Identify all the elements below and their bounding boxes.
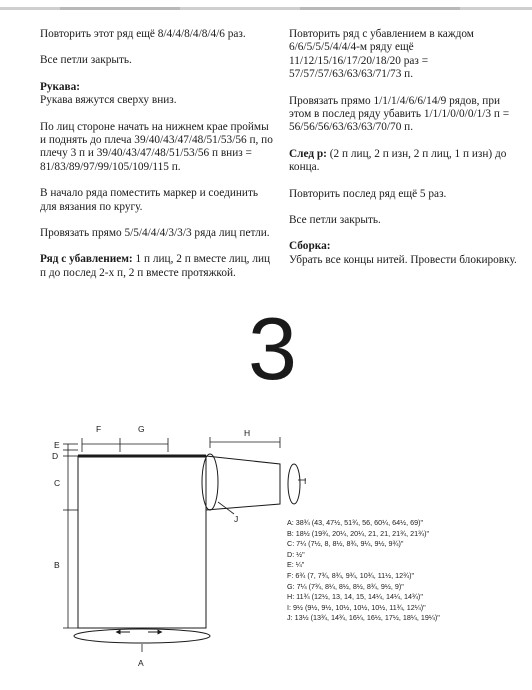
- label-j: J: [234, 514, 239, 524]
- next-row-text: (2 п лиц, 2 п изн, 2 п лиц, 1 п изн) до конца.: [289, 147, 507, 174]
- measurement-j: J: 13½ (13¾, 14¾, 16¼, 16½, 17½, 18¼, 19¼)": [287, 613, 440, 623]
- page-number: 3: [248, 299, 297, 398]
- label-b: B: [54, 560, 60, 570]
- right-text-column: [289, 28, 525, 280]
- sleeve-outline: [206, 456, 280, 510]
- bind-off-instruction: Все петли закрыть.: [40, 54, 132, 67]
- knit-straight-instruction: Провязать прямо 5/5/4/4/4/3/3/3 ряда лиц петли.: [40, 227, 270, 240]
- next-row-label: След р:: [289, 147, 327, 160]
- label-i: I: [304, 476, 307, 486]
- decrease-row-instruction: [40, 253, 276, 280]
- knit-straight-decrease-instruction: Провязать прямо 1/1/1/4/6/6/14/9 рядов, при этом в послед ряду убавить 1/1/1/0/0/0/1/3 п = 56/56/56/63/63/63/70/70 п.: [289, 94, 510, 134]
- assembly-text: Убрать все концы нитей. Провести блокировку.: [289, 253, 517, 266]
- label-e: E: [54, 440, 60, 450]
- label-f: F: [96, 424, 102, 434]
- measurement-e: E: ¼": [287, 560, 305, 570]
- measurement-f: F: 6¾ (7, 7¾, 8¾, 9¾, 10¾, 11½, 12¾)": [287, 570, 415, 580]
- body-panel: [78, 456, 206, 628]
- hem-circumference-a: [74, 629, 210, 643]
- label-h: H: [244, 428, 251, 438]
- sleeves-intro: Рукава вяжутся сверху вниз.: [40, 94, 177, 107]
- measurement-b: B: 18½ (19¾, 20¼, 20¼, 21, 21, 21¾, 21¾)": [287, 528, 430, 538]
- measurement-i: I: 9½ (9½, 9½, 10½, 10½, 10½, 11¾, 12¼)": [287, 602, 426, 612]
- sleeve-cuff-circumference-i: [288, 464, 300, 504]
- measurement-d: D: ½": [287, 549, 305, 559]
- measurement-g: G: 7¼ (7¾, 8¼, 8½, 8½, 8¾, 9½, 9)": [287, 581, 404, 591]
- assembly-section: [289, 240, 525, 267]
- measurement-c: C: 7¼ (7½, 8, 8½, 8¾, 9¼, 9½, 9¾)": [287, 539, 404, 549]
- measurement-a: A: 38¾ (43, 47½, 51¾, 56, 60¼, 64½, 69)": [287, 518, 424, 527]
- sleeves-heading: Рукава:: [40, 80, 81, 93]
- label-g: G: [138, 424, 145, 434]
- left-text-column: [40, 28, 276, 293]
- repeat-last-row-instruction: Повторить послед ряд ещё 5 раз.: [289, 187, 447, 200]
- repeat-decrease-instruction: Повторить ряд с убавлением в каждом 6/6/5/5/5/4/4/4-м ряду ещё 11/12/15/16/17/20/18/20 раз = 57/57/57/63/63/63/71/73 п.: [289, 28, 474, 81]
- measurements-list: [287, 518, 440, 624]
- assembly-heading: Сборка:: [289, 240, 331, 253]
- top-strip-graphic: [0, 7, 532, 13]
- repeat-instruction: Повторить этот ряд ещё 8/4/4/8/4/8/4/6 раз.: [40, 28, 246, 40]
- pick-up-instruction: По лиц стороне начать на нижнем крае проймы и поднять до плеча 39/40/43/47/48/51/53/56 п, по плечу 3 п и 39/40/43/47/48/51/53/56 п вниз = 81/83/89/97/99/105/109/115 п.: [40, 120, 273, 173]
- label-d: D: [52, 451, 59, 461]
- next-row-instruction: [289, 148, 525, 175]
- decrease-row-label: Ряд с убавлением:: [40, 253, 133, 266]
- measurement-h: H: 11¾ (12½, 13, 14, 15, 14¼, 14¼, 14¾)": [287, 592, 423, 602]
- sleeves-section: [40, 81, 276, 108]
- sleeve-top-circumference-j: [202, 454, 218, 510]
- marker-instruction: В начало ряда поместить маркер и соединить для вязания по кругу.: [40, 187, 259, 213]
- label-c: C: [54, 478, 61, 488]
- final-bind-off-instruction: Все петли закрыть.: [289, 214, 381, 227]
- top-strip: [0, 0, 532, 6]
- label-a: A: [138, 658, 144, 668]
- decrease-row-text: 1 п лиц, 2 п вместе лиц, лиц п до послед 2-х п, 2 п вместе протяжкой.: [40, 253, 271, 279]
